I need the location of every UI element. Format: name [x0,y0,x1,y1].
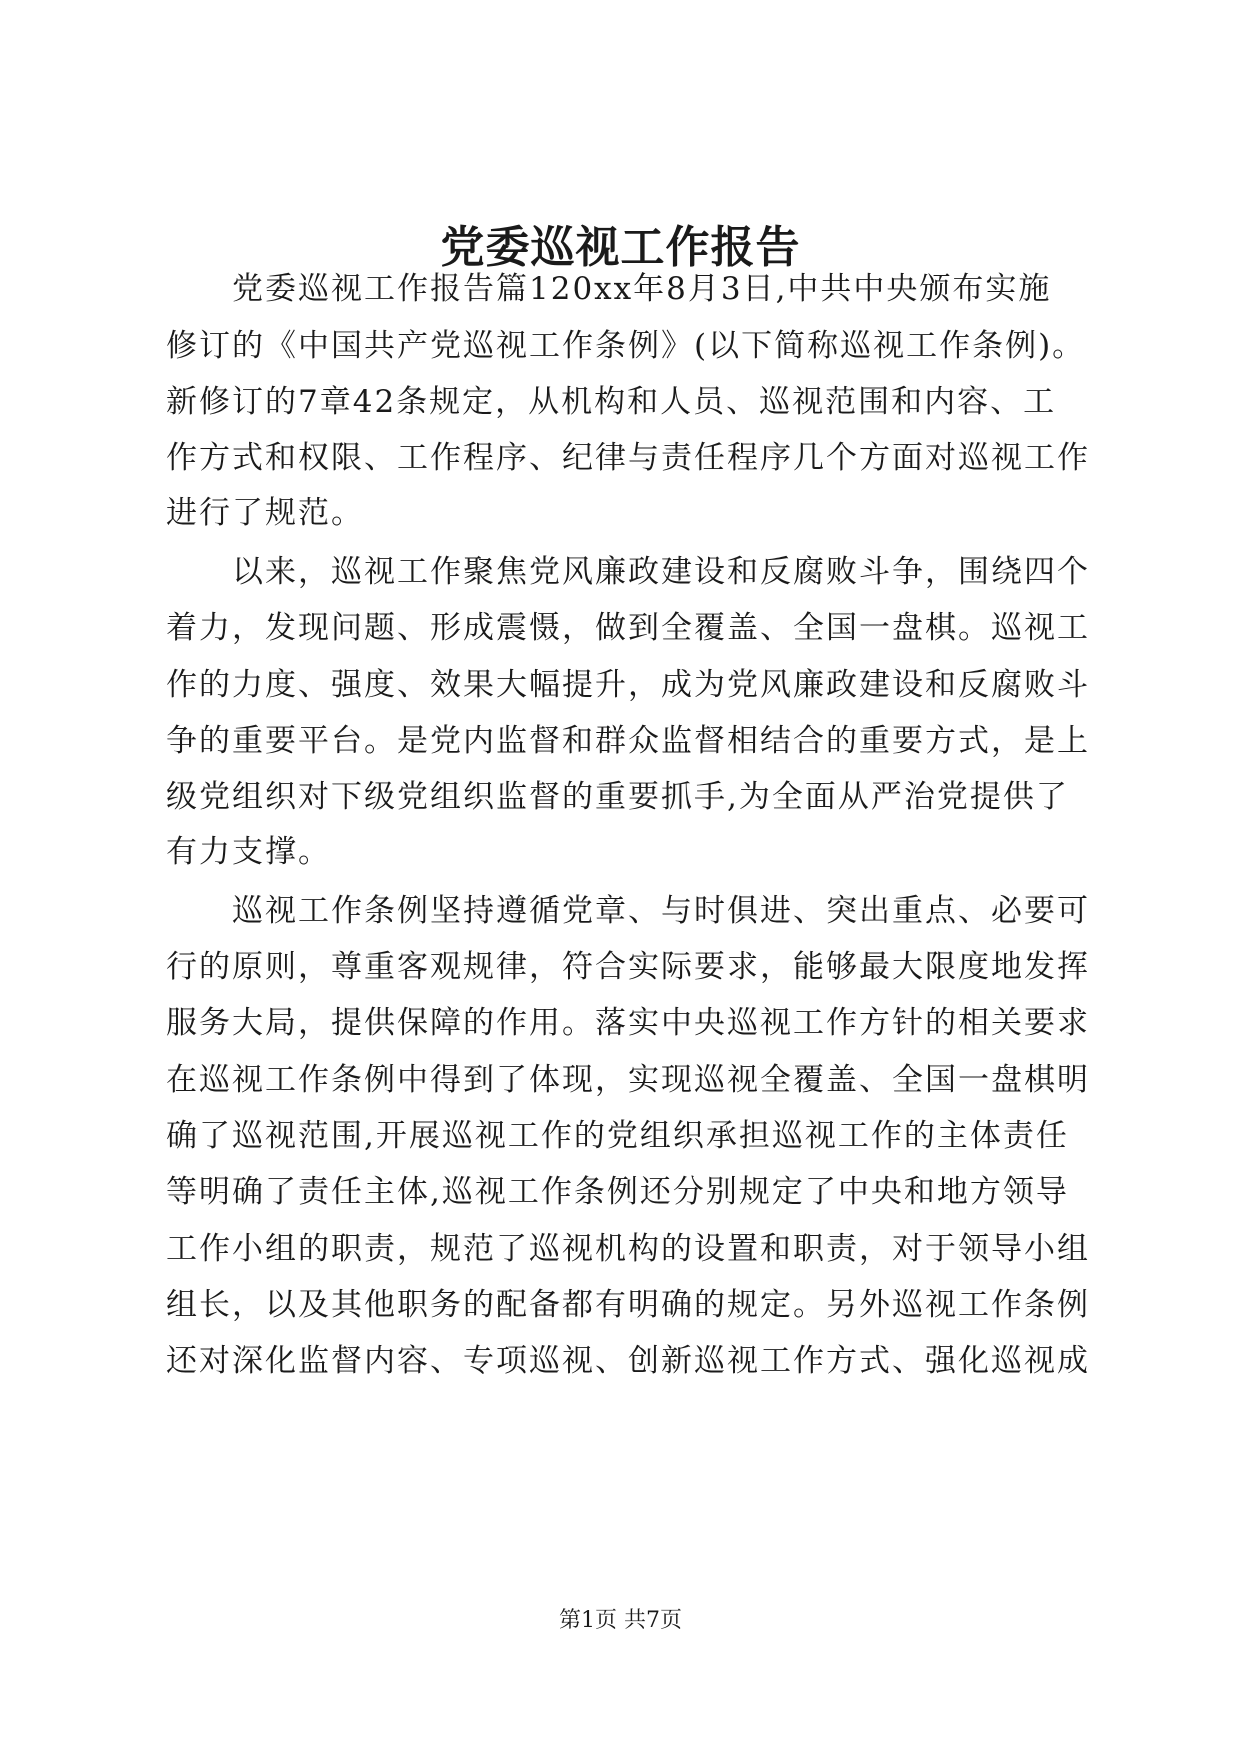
paragraph-1-line-2: 修订的《中国共产党巡视工作条例》(以下简称巡视工作条例)。 [166,328,1086,364]
paragraph-3-line-1: 巡视工作条例坚持遵循党章、与时俱进、突出重点、必要可 [232,893,1090,929]
paragraph-3-line-3: 服务大局，提供保障的作用。落实中央巡视工作方针的相关要求 [166,1005,1090,1041]
paragraph-3-line-7: 工作小组的职责，规范了巡视机构的设置和职责，对于领导小组 [166,1231,1090,1267]
paragraph-3-line-2: 行的原则，尊重客观规律，符合实际要求，能够最大限度地发挥 [166,949,1090,985]
paragraph-3-line-6: 等明确了责任主体,巡视工作条例还分别规定了中央和地方领导 [166,1174,1069,1210]
paragraph-1-line-1: 党委巡视工作报告篇120xx年8月3日,中共中央颁布实施 [232,271,1052,307]
paragraph-1-line-4: 作方式和权限、工作程序、纪律与责任程序几个方面对巡视工作 [166,440,1090,476]
paragraph-3-line-8: 组长，以及其他职务的配备都有明确的规定。另外巡视工作条例 [166,1287,1090,1323]
paragraph-3-line-9: 还对深化监督内容、专项巡视、创新巡视工作方式、强化巡视成 [166,1343,1090,1379]
paragraph-2-line-6: 有力支撑。 [166,834,331,870]
paragraph-1-line-3: 新修订的7章42条规定，从机构和人员、巡视范围和内容、工 [166,384,1057,420]
paragraph-3-line-4: 在巡视工作条例中得到了体现，实现巡视全覆盖、全国一盘棋明 [166,1062,1090,1098]
paragraph-1-line-5: 进行了规范。 [166,495,364,531]
paragraph-2-line-1: 以来，巡视工作聚焦党风廉政建设和反腐败斗争，围绕四个 [232,554,1090,590]
page-footer: 第1页 共7页 [559,1608,682,1633]
paragraph-2-line-4: 争的重要平台。是党内监督和群众监督相结合的重要方式，是上 [166,723,1090,759]
paragraph-2-line-2: 着力，发现问题、形成震慑，做到全覆盖、全国一盘棋。巡视工 [166,610,1090,646]
page-title: 党委巡视工作报告 [440,222,801,273]
paragraph-2-line-5: 级党组织对下级党组织监督的重要抓手,为全面从严治党提供了 [166,779,1069,815]
paragraph-3-line-5: 确了巡视范围,开展巡视工作的党组织承担巡视工作的主体责任 [166,1118,1069,1154]
paragraph-2-line-3: 作的力度、强度、效果大幅提升，成为党风廉政建设和反腐败斗 [166,667,1090,703]
